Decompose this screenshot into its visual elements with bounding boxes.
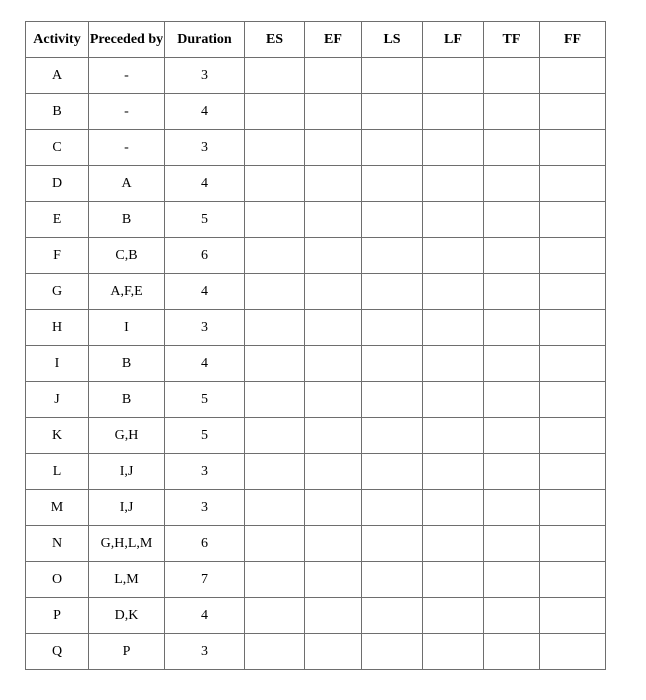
table-row — [26, 166, 606, 202]
cell-preceded-by: G,H,L,M — [89, 526, 165, 562]
cell-preceded-by: - — [89, 58, 165, 94]
cell-ff — [540, 94, 606, 130]
cell-ff — [540, 418, 606, 454]
cell-duration: 3 — [165, 130, 245, 166]
cell-ff — [540, 346, 606, 382]
cell-ls — [362, 634, 423, 670]
cell-activity: I — [26, 346, 89, 382]
cell-tf — [484, 634, 540, 670]
cell-ff — [540, 130, 606, 166]
cell-es — [245, 526, 305, 562]
cell-ls — [362, 454, 423, 490]
cell-activity: D — [26, 166, 89, 202]
cell-es — [245, 598, 305, 634]
cell-ff — [540, 526, 606, 562]
cell-ls — [362, 94, 423, 130]
cell-ef — [305, 238, 362, 274]
cell-duration: 4 — [165, 274, 245, 310]
cell-tf — [484, 562, 540, 598]
header-es: ES — [245, 22, 305, 58]
cell-tf — [484, 598, 540, 634]
cell-activity: N — [26, 526, 89, 562]
cell-tf — [484, 490, 540, 526]
cell-duration: 6 — [165, 526, 245, 562]
table-row — [26, 418, 606, 454]
table-body — [26, 58, 606, 670]
cell-duration: 3 — [165, 490, 245, 526]
cell-ls — [362, 382, 423, 418]
cell-duration: 3 — [165, 58, 245, 94]
cell-preceded-by: A,F,E — [89, 274, 165, 310]
cell-ef — [305, 58, 362, 94]
cell-activity: M — [26, 490, 89, 526]
cell-ef — [305, 634, 362, 670]
cell-duration: 3 — [165, 310, 245, 346]
cell-ff — [540, 274, 606, 310]
cell-ls — [362, 526, 423, 562]
cell-ff — [540, 238, 606, 274]
cell-ff — [540, 310, 606, 346]
cell-preceded-by: D,K — [89, 598, 165, 634]
cell-activity: C — [26, 130, 89, 166]
header-ff: FF — [540, 22, 606, 58]
cell-ls — [362, 130, 423, 166]
cell-es — [245, 58, 305, 94]
cell-es — [245, 634, 305, 670]
table-row — [26, 130, 606, 166]
cell-activity: A — [26, 58, 89, 94]
header-preceded-by: Preceded by — [89, 22, 165, 58]
cell-preceded-by: I,J — [89, 454, 165, 490]
cell-activity: K — [26, 418, 89, 454]
cell-ef — [305, 346, 362, 382]
table-row — [26, 598, 606, 634]
cell-lf — [423, 418, 484, 454]
cell-es — [245, 346, 305, 382]
cell-ef — [305, 598, 362, 634]
cell-duration: 7 — [165, 562, 245, 598]
table-row — [26, 346, 606, 382]
cell-duration: 4 — [165, 598, 245, 634]
cell-es — [245, 310, 305, 346]
cell-activity: L — [26, 454, 89, 490]
cell-tf — [484, 418, 540, 454]
cell-duration: 3 — [165, 634, 245, 670]
cell-duration: 4 — [165, 94, 245, 130]
cell-lf — [423, 130, 484, 166]
cell-ef — [305, 130, 362, 166]
cell-lf — [423, 202, 484, 238]
cell-preceded-by: C,B — [89, 238, 165, 274]
cell-preceded-by: G,H — [89, 418, 165, 454]
cell-lf — [423, 490, 484, 526]
cell-tf — [484, 274, 540, 310]
table-row — [26, 94, 606, 130]
cell-es — [245, 274, 305, 310]
cell-es — [245, 454, 305, 490]
header-activity: Activity — [26, 22, 89, 58]
cell-ls — [362, 562, 423, 598]
cell-ef — [305, 166, 362, 202]
cell-ff — [540, 454, 606, 490]
cell-duration: 4 — [165, 346, 245, 382]
cell-ef — [305, 526, 362, 562]
cell-lf — [423, 310, 484, 346]
table-row — [26, 310, 606, 346]
cell-ff — [540, 166, 606, 202]
cell-es — [245, 202, 305, 238]
cell-tf — [484, 526, 540, 562]
cell-duration: 3 — [165, 454, 245, 490]
table-row — [26, 382, 606, 418]
cell-activity: E — [26, 202, 89, 238]
cell-duration: 4 — [165, 166, 245, 202]
cell-tf — [484, 310, 540, 346]
cell-tf — [484, 94, 540, 130]
header-duration: Duration — [165, 22, 245, 58]
cell-preceded-by: B — [89, 346, 165, 382]
header-tf: TF — [484, 22, 540, 58]
cell-lf — [423, 166, 484, 202]
cell-tf — [484, 238, 540, 274]
cell-ef — [305, 490, 362, 526]
table-row — [26, 274, 606, 310]
cell-lf — [423, 598, 484, 634]
cell-activity: G — [26, 274, 89, 310]
cell-tf — [484, 382, 540, 418]
cell-es — [245, 94, 305, 130]
cell-preceded-by: B — [89, 202, 165, 238]
cell-lf — [423, 562, 484, 598]
cell-tf — [484, 130, 540, 166]
cell-preceded-by: - — [89, 130, 165, 166]
cell-ef — [305, 418, 362, 454]
cell-ef — [305, 94, 362, 130]
cell-preceded-by: I — [89, 310, 165, 346]
cell-tf — [484, 202, 540, 238]
cell-ls — [362, 58, 423, 94]
cell-tf — [484, 346, 540, 382]
cell-ff — [540, 562, 606, 598]
cell-es — [245, 382, 305, 418]
cell-es — [245, 238, 305, 274]
cell-preceded-by: - — [89, 94, 165, 130]
cell-es — [245, 562, 305, 598]
cell-preceded-by: P — [89, 634, 165, 670]
cell-activity: P — [26, 598, 89, 634]
cell-ef — [305, 202, 362, 238]
cell-ef — [305, 454, 362, 490]
table-row — [26, 490, 606, 526]
cell-duration: 5 — [165, 418, 245, 454]
table-header-row — [26, 22, 606, 58]
cell-es — [245, 166, 305, 202]
cell-ff — [540, 598, 606, 634]
cell-ls — [362, 166, 423, 202]
header-ls: LS — [362, 22, 423, 58]
cell-ff — [540, 382, 606, 418]
cell-ef — [305, 562, 362, 598]
activity-schedule-table — [25, 21, 606, 670]
cell-activity: H — [26, 310, 89, 346]
cell-preceded-by: A — [89, 166, 165, 202]
cell-duration: 5 — [165, 202, 245, 238]
cell-lf — [423, 58, 484, 94]
cell-ls — [362, 310, 423, 346]
table-row — [26, 526, 606, 562]
cell-ef — [305, 274, 362, 310]
cell-ff — [540, 58, 606, 94]
header-lf: LF — [423, 22, 484, 58]
cell-lf — [423, 526, 484, 562]
cell-ff — [540, 202, 606, 238]
table-row — [26, 58, 606, 94]
cell-activity: J — [26, 382, 89, 418]
cell-activity: B — [26, 94, 89, 130]
table-row — [26, 454, 606, 490]
cell-lf — [423, 346, 484, 382]
cell-preceded-by: L,M — [89, 562, 165, 598]
cell-duration: 5 — [165, 382, 245, 418]
cell-es — [245, 418, 305, 454]
cell-activity: F — [26, 238, 89, 274]
cell-tf — [484, 166, 540, 202]
cell-lf — [423, 382, 484, 418]
cell-tf — [484, 58, 540, 94]
table-row — [26, 202, 606, 238]
cell-activity: O — [26, 562, 89, 598]
cell-tf — [484, 454, 540, 490]
cell-lf — [423, 454, 484, 490]
cell-lf — [423, 238, 484, 274]
cell-ef — [305, 310, 362, 346]
cell-ls — [362, 238, 423, 274]
cell-es — [245, 130, 305, 166]
cell-ef — [305, 382, 362, 418]
cell-lf — [423, 274, 484, 310]
cell-lf — [423, 634, 484, 670]
cell-ls — [362, 418, 423, 454]
cell-lf — [423, 94, 484, 130]
cell-ls — [362, 202, 423, 238]
table-row — [26, 238, 606, 274]
cell-preceded-by: I,J — [89, 490, 165, 526]
table-row — [26, 634, 606, 670]
cell-activity: Q — [26, 634, 89, 670]
table-row — [26, 562, 606, 598]
cell-ls — [362, 598, 423, 634]
cell-ff — [540, 634, 606, 670]
cell-ls — [362, 274, 423, 310]
cell-preceded-by: B — [89, 382, 165, 418]
cell-ls — [362, 490, 423, 526]
cell-ff — [540, 490, 606, 526]
cell-es — [245, 490, 305, 526]
cell-duration: 6 — [165, 238, 245, 274]
header-ef: EF — [305, 22, 362, 58]
cell-ls — [362, 346, 423, 382]
